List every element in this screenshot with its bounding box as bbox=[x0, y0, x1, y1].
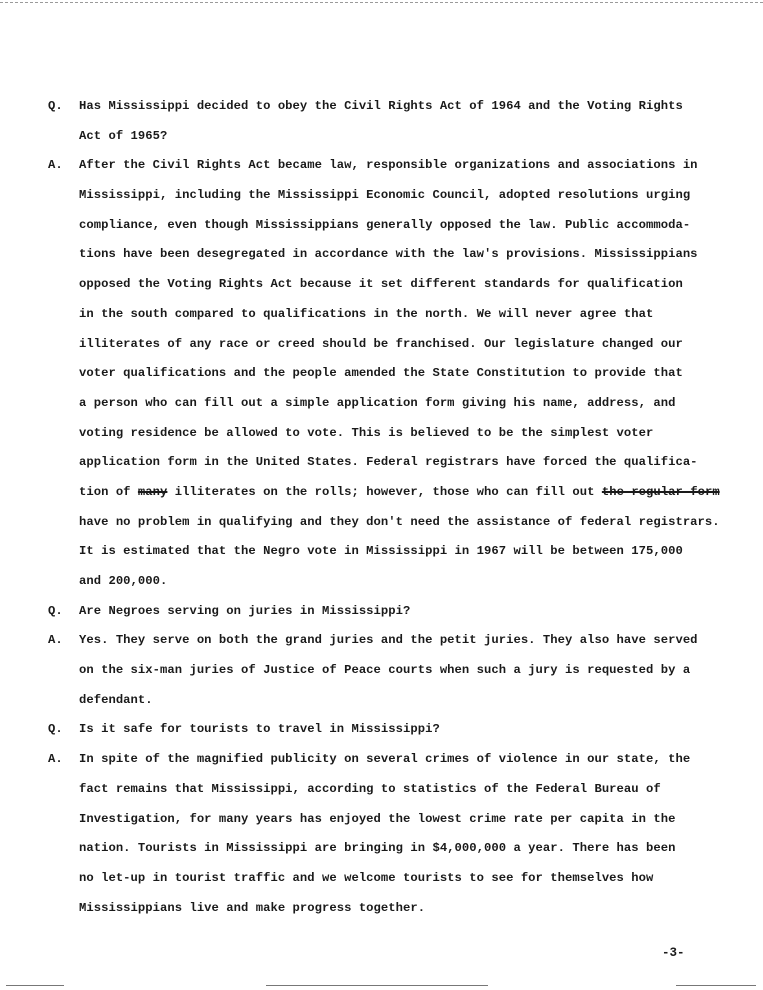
question-marker: Q. bbox=[48, 603, 63, 618]
footer-rule-center bbox=[266, 985, 488, 986]
footer-rule-right bbox=[676, 985, 756, 986]
answer-line bbox=[48, 419, 748, 449]
text-line: fact remains that Mississippi, according to statistics of the Federal Bureau of bbox=[79, 781, 661, 796]
text-line: In spite of the magnified publicity on several crimes of violence in our state, the bbox=[79, 752, 691, 767]
question-line bbox=[48, 715, 748, 745]
text-line: Are Negroes serving on juries in Mississippi? bbox=[79, 603, 411, 618]
text-line: Mississippi, including the Mississippi Economic Council, adopted resolutions urging bbox=[79, 188, 691, 203]
text-line: compliance, even though Mississippians generally opposed the law. Public accommoda- bbox=[79, 217, 691, 232]
question-line bbox=[48, 597, 748, 627]
text-line: Mississippians live and make progress together. bbox=[79, 900, 426, 915]
page-number: -3- bbox=[662, 946, 685, 960]
text-line: and 200,000. bbox=[79, 574, 168, 588]
text-line: illiterates of any race or creed should be franchised. Our legislature changed our bbox=[79, 336, 683, 351]
text-line: Yes. They serve on both the grand juries and the petit juries. They also have served bbox=[79, 633, 698, 648]
text-line: nation. Tourists in Mississippi are bringing in $4,000,000 a year. There has been bbox=[79, 841, 676, 856]
answer-line bbox=[48, 656, 748, 686]
text-line: voter qualifications and the people amended the State Constitution to provide that bbox=[79, 366, 683, 381]
answer-line bbox=[48, 894, 748, 924]
answer-line bbox=[48, 151, 748, 181]
text-line: on the six-man juries of Justice of Peace courts when such a jury is requested by a bbox=[79, 663, 691, 678]
text-line: Has Mississippi decided to obey the Civil Rights Act of 1964 and the Voting Rights bbox=[79, 99, 683, 113]
answer-line bbox=[48, 626, 748, 656]
page-edge bbox=[0, 2, 763, 3]
answer-line bbox=[48, 567, 748, 597]
footer-rule-left bbox=[6, 985, 64, 986]
answer-line bbox=[48, 478, 748, 508]
answer-line bbox=[48, 805, 748, 835]
answer-line bbox=[48, 300, 748, 330]
answer-line bbox=[48, 508, 748, 538]
answer-marker: A. bbox=[48, 752, 63, 767]
answer-line bbox=[48, 330, 748, 360]
answer-line bbox=[48, 359, 748, 389]
text-line: It is estimated that the Negro vote in Mississippi in 1967 will be between 175,000 bbox=[79, 544, 683, 559]
answer-line bbox=[48, 834, 748, 864]
question-marker: Q. bbox=[48, 722, 63, 737]
answer-line bbox=[48, 211, 748, 241]
text-line: tions have been desegregated in accordance with the law's provisions. Mississippians bbox=[79, 247, 698, 262]
question-line bbox=[48, 92, 748, 122]
text-line: in the south compared to qualifications in the north. We will never agree that bbox=[79, 306, 654, 321]
text-line: no let-up in tourist traffic and we welcome tourists to see for themselves how bbox=[79, 870, 654, 885]
text-line: a person who can fill out a simple application form giving his name, address, and bbox=[79, 395, 676, 410]
text-line: tion of many illiterates on the rolls; however, those who can fill out the regular form bbox=[79, 484, 720, 499]
text-line: After the Civil Rights Act became law, responsible organizations and associations in bbox=[79, 158, 698, 173]
text-line: application form in the United States. Federal registrars have forced the qualifica- bbox=[79, 455, 698, 470]
text-line: opposed the Voting Rights Act because it set different standards for qualification bbox=[79, 277, 683, 292]
text-line: voting residence be allowed to vote. This is believed to be the simplest voter bbox=[79, 425, 654, 440]
text-line: defendant. bbox=[79, 692, 153, 707]
answer-marker: A. bbox=[48, 633, 63, 648]
answer-line bbox=[48, 537, 748, 567]
text-line: have no problem in qualifying and they don't need the assistance of federal registrars. bbox=[79, 514, 720, 529]
text-line: Is it safe for tourists to travel in Mississippi? bbox=[79, 722, 440, 737]
question-marker: Q. bbox=[48, 99, 63, 113]
answer-line bbox=[48, 775, 748, 805]
question-line bbox=[48, 122, 748, 152]
answer-line bbox=[48, 686, 748, 716]
answer-line bbox=[48, 864, 748, 894]
text-line: Investigation, for many years has enjoyed the lowest crime rate per capita in the bbox=[79, 811, 676, 826]
answer-line bbox=[48, 270, 748, 300]
answer-line bbox=[48, 389, 748, 419]
answer-marker: A. bbox=[48, 158, 63, 173]
qa-body bbox=[48, 92, 748, 923]
answer-line bbox=[48, 448, 748, 478]
text-line: Act of 1965? bbox=[79, 128, 168, 143]
answer-line bbox=[48, 240, 748, 270]
answer-line bbox=[48, 745, 748, 775]
answer-line bbox=[48, 181, 748, 211]
